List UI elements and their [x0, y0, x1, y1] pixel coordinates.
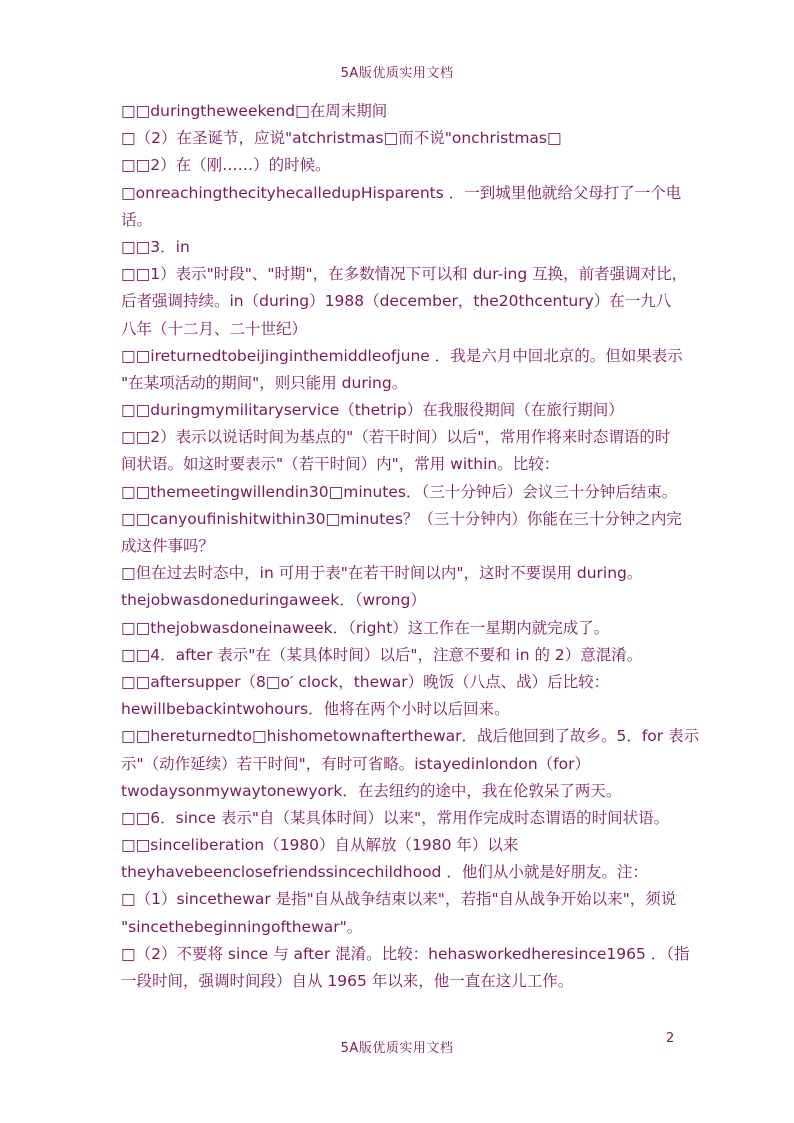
text-line: "在某项活动的期间"，则只能用 during。 [121, 373, 408, 392]
text-line: hewillbebackintwohours．他将在两个小时以后回来。 [121, 700, 510, 719]
text-line: □□2）在（刚……）的时候。 [121, 156, 331, 175]
text-line: 一段时间，强调时间段）自从 1965 年以来，他一直在这儿工作。 [121, 972, 574, 990]
text-line: "sincethebeginningofthewar"。 [121, 917, 363, 936]
page-number: 2 [666, 1031, 675, 1046]
text-line: □□2）表示以说话时间为基点的"（若干时间）以后"，常用作将来时态谓语的时 [121, 428, 671, 447]
text-line: □onreachingthecityhecalledupHisparents ．一到城里他就给父母打了一个电 [121, 183, 682, 202]
text-line: □□ireturnedtobeijinginthemiddleofjune ．我是六月中回北京的。但如果表示 [121, 346, 683, 365]
text-line: □□hereturnedto□hishometownafterthewar．战后他回到了故乡。5．for 表示 [121, 727, 700, 746]
text-line: □但在过去时态中，in 可用于表"在若干时间以内"，这时不要误用 during。 [121, 564, 643, 583]
text-line: □□aftersupper（8□o′ clock，thewar）晚饭（八点、战）后比较： [121, 672, 610, 691]
text-line: □□3．in [121, 237, 190, 256]
text-line: □（2）在圣诞节，应说"atchristmas□而不说"onchristmas□ [121, 129, 562, 148]
text-line: 后者强调持续。in（during）1988（december，the20thcentury）在一九八 [121, 292, 672, 311]
text-line: thejobwasdoneduringaweek．（wrong） [121, 591, 426, 610]
text-line: 示"（动作延续）若干时间"，有时可省略。istayedinlondon（for） [121, 754, 590, 773]
text-line: □（1）sincethewar 是指"自从战争结束以来"，若指"自从战争开始以来"，须说 [121, 890, 677, 909]
text-line: □□1）表示"时段"、"时期"，在多数情况下可以和 dur-ing 互换，前者强调对比， [121, 265, 688, 284]
text-line: □□canyoufinishitwithin30□minutes？（三十分钟内）你能在三十分钟之内完 [121, 509, 682, 528]
text-line: 成这件事吗？ [121, 537, 215, 555]
text-line: □□sinceliberation（1980）自从解放（1980 年）以来 [121, 836, 519, 855]
text-line: theyhavebeenclosefriendssincechildhood ．他们从小就是好朋友。注： [121, 863, 648, 882]
text-line: twodaysonmywaytonewyork．在去纽约的途中，我在伦敦呆了两天。 [121, 781, 622, 800]
document-body [121, 98, 700, 995]
text-line: □□duringmymilitaryservice（thetrip）在我服役期间（在旅行期间） [121, 401, 624, 420]
text-line: □□thejobwasdoneinaweek．（right）这工作在一星期内就完成了。 [121, 618, 610, 637]
text-line: □□4．after 表示"在（某具体时间）以后"，注意不要和 in 的 2）意混淆。 [121, 645, 643, 664]
text-line: □（2）不要将 since 与 after 混淆。比较：hehasworkedheresince1965 ．（指 [121, 944, 690, 963]
text-line: 话。 [121, 210, 153, 229]
page-header: 5A版优质实用文档 [340, 66, 454, 81]
page-footer: 5A版优质实用文档 [340, 1041, 454, 1056]
text-line: □□duringtheweekend□在周末期间 [121, 102, 388, 120]
text-line: 八年（十二月、二十世纪） [121, 319, 308, 338]
text-line: □□themeetingwillendin30□minutes．（三十分钟后）会议三十分钟后结束。 [121, 482, 678, 501]
text-line: □□6．since 表示"自（某具体时间）以来"，常用作完成时态谓语的时间状语。 [121, 808, 670, 827]
text-line: 间状语。如这时要表示"（若干时间）内"，常用 within。比较： [121, 455, 560, 474]
